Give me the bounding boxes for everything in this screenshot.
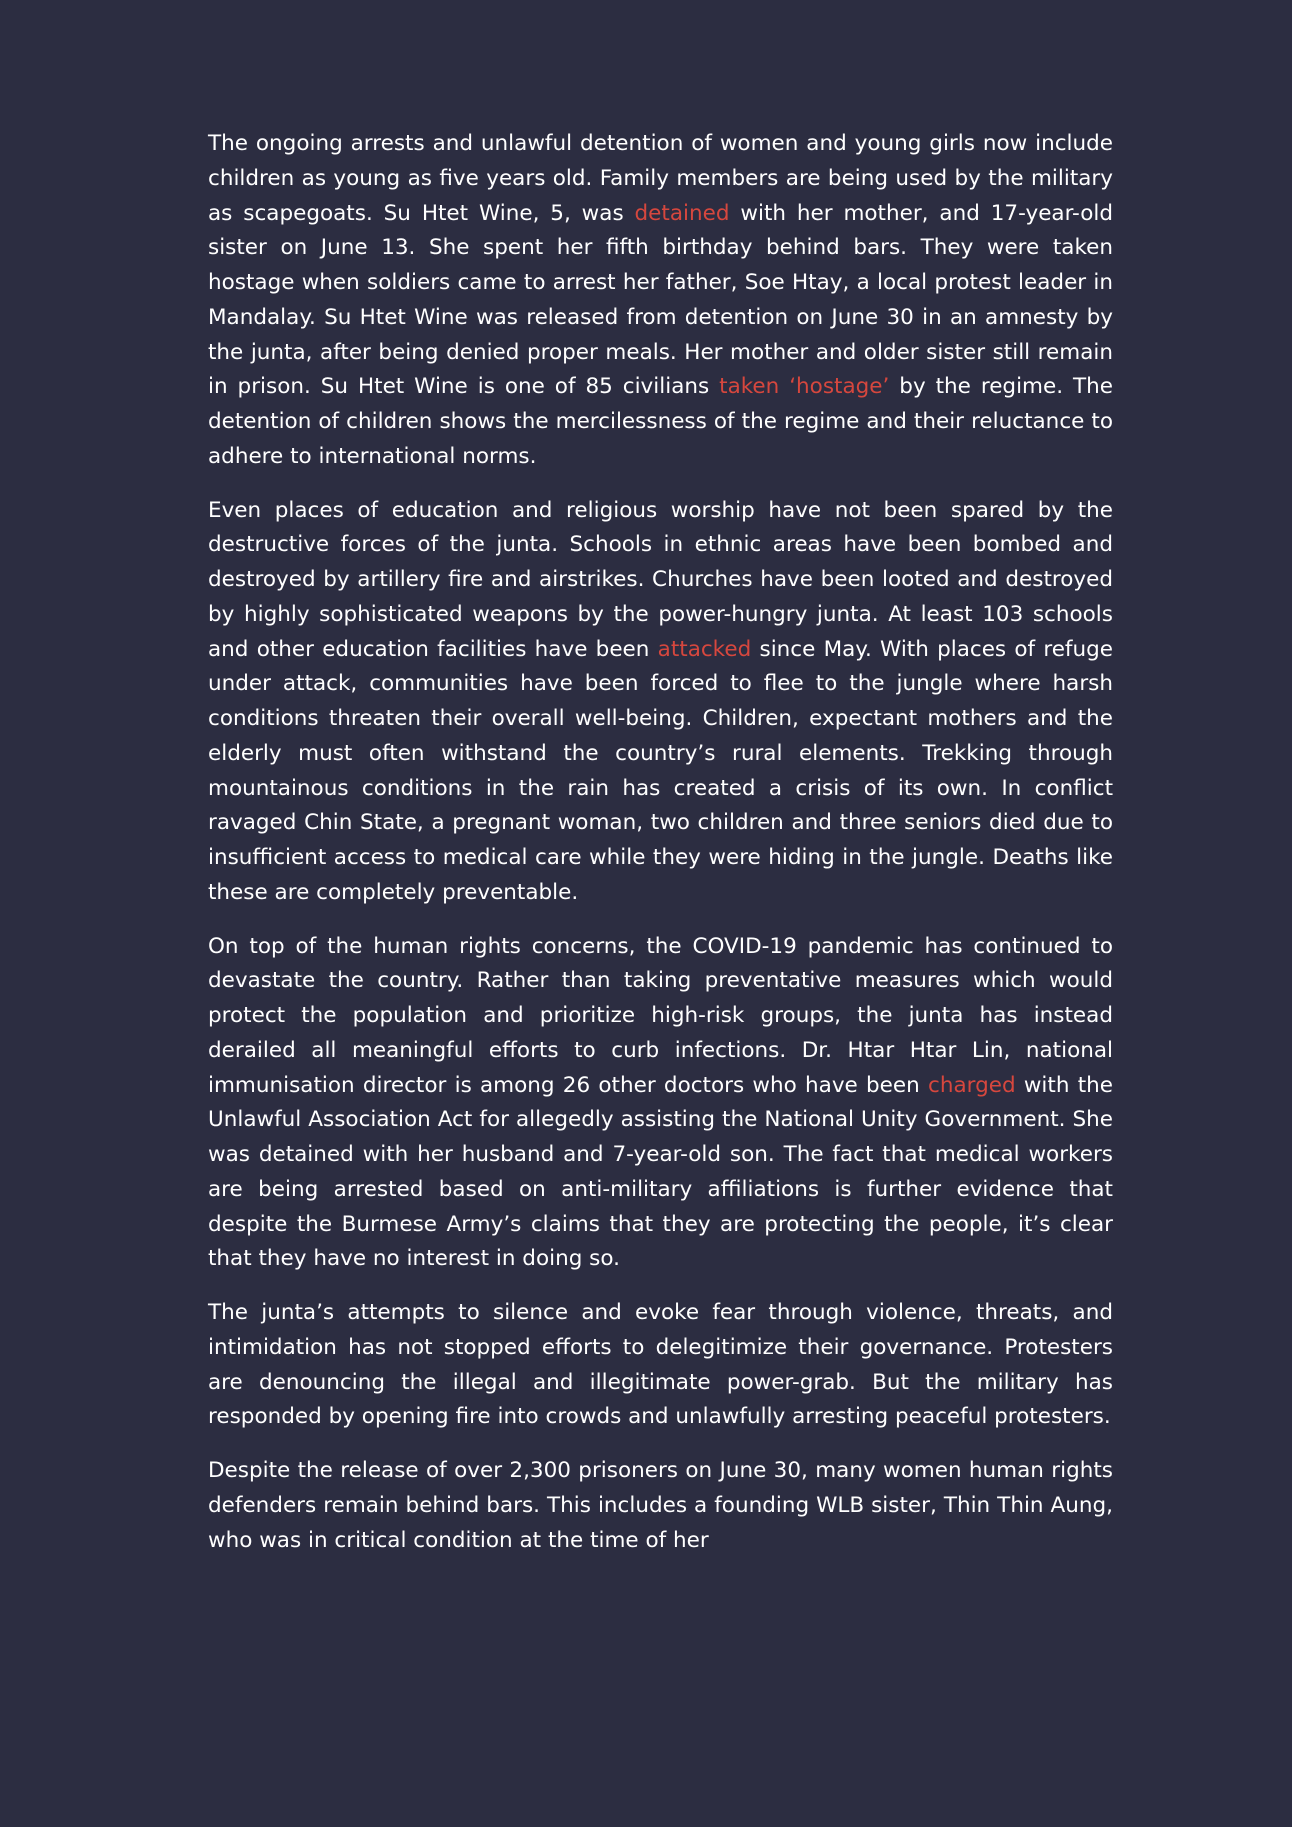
paragraph-schools-attacked [208,494,1113,911]
paragraph-text: since May. With places of refuge under attack, communities have been forced to flee to the jungle where harsh conditions threaten their overall well-being. Children, expectant mothers and the elderly must often withstand the country’s rural elements. Trekking through mountainous conditions in the rain has created a crisis of its own. In conflict ravaged Chin State, a pregnant woman, two children and three seniors died due to insufficient access to medical care while they were hiding in the jungle. Deaths like these are completely preventable. [208,636,1114,905]
paragraph-text: The junta’s attempts to silence and evoke fear through violence, threats, and intimidation has not stopped efforts to delegitimize their governance. Protesters are denouncing the illegal and illegitimate power-grab. But the military has responded by opening fire into crowds and unlawfully arresting peaceful protesters. [208,1300,1113,1430]
paragraph-text: Despite the release of over 2,300 prisoners on June 30, many women human rights defenders remain behind bars. This includes a founding WLB sister, Thin Thin Aung, who was in critical condition at the time of her [208,1458,1113,1553]
link-charged[interactable]: charged [928,1072,1016,1098]
paragraph-covid [208,930,1113,1278]
paragraph-text: The ongoing arrests and unlawful detention of women and young girls now include children as young as five years old. Family members are being used by the military as scapegoats. Su Htet Wine, 5, was [208,131,1113,226]
paragraph-text: Even places of education and religious worship have not been spared by the destructive forces of the junta. Schools in ethnic areas have been bombed and destroyed by artillery fire and airstrikes. Churches have been looted and destroyed by highly sophisticated weapons by the power-hungry junta. At least 103 schools and other education facilities have been [208,497,1113,662]
paragraph-text: by the regime. The detention of children shows the mercilessness of the regime and their reluctance to adhere to international norms. [208,374,1113,469]
paragraph-child-detention [208,127,1113,475]
link-taken-hostage[interactable]: taken ‘hostage’ [719,374,890,400]
link-attacked[interactable]: attacked [657,636,752,662]
paragraph-text: with the Unlawful Association Act for allegedly assisting the National Unity Government. She was detained with her husband and 7-year-old son. The fact that medical workers are being arrested based on anti-military affiliations is further evidence that despite the Burmese Army’s claims that they are protecting the people, it’s clear that they have no interest in doing so. [208,1072,1113,1272]
paragraph-text: with her mother, and 17-year-old sister on June 13. She spent her fifth birthday behind bars. They were taken hostage when soldiers came to arrest her father, Soe Htay, a local protest leader in Mandalay. Su Htet Wine was released from detention on June 30 in an amnesty by the junta, after being denied proper meals. Her mother and older sister still remain in prison. Su Htet Wine is one of 85 civilians [208,200,1113,400]
paragraph-text: On top of the human rights concerns, the COVID-19 pandemic has continued to devastate the country. Rather than taking preventative measures which would protect the population and prioritize high-risk groups, the junta has instead derailed all meaningful efforts to curb infections. Dr. Htar Htar Lin, national immunisation director is among 26 other doctors who have been [208,933,1113,1098]
paragraph-protests [208,1296,1113,1435]
paragraph-prisoners [208,1454,1113,1558]
article-body [208,127,1113,1577]
link-detained[interactable]: detained [634,200,730,226]
